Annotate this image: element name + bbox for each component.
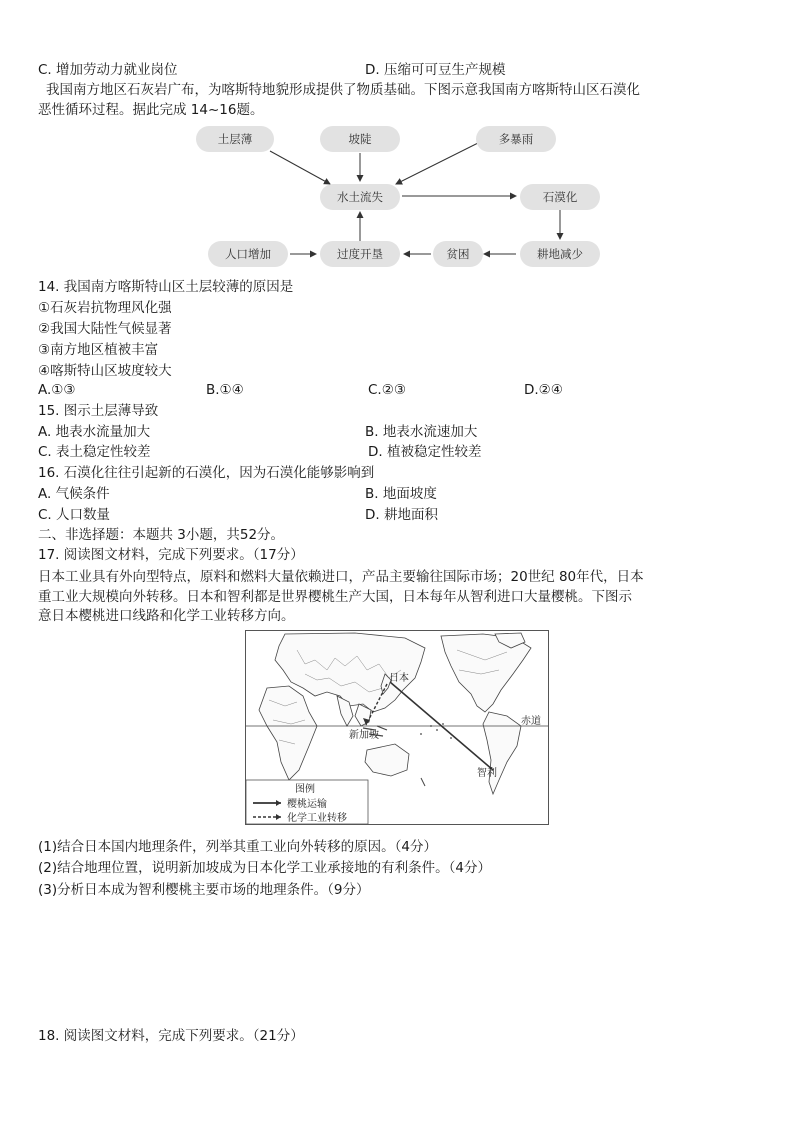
q17-sub-3: (3)分析日本成为智利樱桃主要市场的地理条件。（9分） (38, 882, 370, 898)
q14-item-2: ②我国大陆性气候显著 (38, 321, 172, 337)
intro-line-1: 我国南方地区石灰岩广布，为喀斯特地貌形成提供了物质基础。下图示意我国南方喀斯特山区石漠化 (46, 82, 640, 98)
map-label-japan: 日本 (389, 673, 409, 684)
node-poverty: 贫困 (433, 241, 483, 267)
map-label-chile: 智利 (477, 768, 497, 779)
map-label-singapore: 新加坡 (349, 730, 379, 741)
node-desertification: 石漠化 (520, 184, 600, 210)
node-farmland-decrease: 耕地减少 (520, 241, 600, 267)
q14-item-4: ④喀斯特山区坡度较大 (38, 363, 172, 379)
q17-sub-2: (2)结合地理位置，说明新加坡成为日本化学工业承接地的有利条件。（4分） (38, 860, 491, 876)
world-map (245, 630, 549, 825)
legend-title: 图例 (295, 784, 315, 795)
node-population-growth: 人口增加 (208, 241, 288, 267)
q14-option-b: B.①④ (206, 382, 244, 398)
node-heavy-rain: 多暴雨 (476, 126, 556, 152)
q15-option-c: C. 表土稳定性较差 (38, 444, 151, 460)
q17-material-line-3: 意日本樱桃进口线路和化学工业转移方向。 (38, 608, 295, 624)
q16-option-a: A. 气候条件 (38, 486, 110, 502)
node-steep-slope: 坡陡 (320, 126, 400, 152)
world-map-figure (245, 630, 549, 825)
option-d-prev: D. 压缩可可豆生产规模 (365, 62, 506, 78)
q14-option-a: A.①③ (38, 382, 76, 398)
node-thin-soil: 土层薄 (196, 126, 274, 152)
section-2-heading: 二、非选择题：本题共 3小题，共52分。 (38, 527, 285, 543)
q15-option-d: D. 植被稳定性较差 (368, 444, 482, 460)
node-soil-erosion: 水土流失 (320, 184, 400, 210)
legend-chemical-transfer: 化学工业转移 (287, 813, 347, 824)
map-label-equator: 赤道 (521, 716, 541, 727)
q15-stem: 15. 图示土层薄导致 (38, 403, 159, 419)
q16-option-d: D. 耕地面积 (365, 507, 438, 523)
q15-option-a: A. 地表水流量加大 (38, 424, 151, 440)
q17-material-line-1: 日本工业具有外向型特点，原料和燃料大量依赖进口，产品主要输往国际市场；20世纪 80年代，日本 (38, 569, 644, 585)
q18-stem: 18. 阅读图文材料，完成下列要求。（21分） (38, 1028, 304, 1044)
q16-option-b: B. 地面坡度 (365, 486, 437, 502)
q16-stem: 16. 石漠化往往引起新的石漠化，因为石漠化能够影响到 (38, 465, 375, 481)
q15-option-b: B. 地表水流速加大 (365, 424, 478, 440)
legend-cherry-transport: 樱桃运输 (287, 799, 327, 810)
q17-sub-1: (1)结合日本国内地理条件，列举其重工业向外转移的原因。（4分） (38, 839, 437, 855)
q14-option-d: D.②④ (524, 382, 563, 398)
node-overcultivation: 过度开垦 (320, 241, 400, 267)
q14-stem: 14. 我国南方喀斯特山区土层较薄的原因是 (38, 279, 294, 295)
q14-item-1: ①石灰岩抗物理风化强 (38, 300, 172, 316)
q17-material-line-2: 重工业大规模向外转移。日本和智利都是世界樱桃生产大国，日本每年从智利进口大量樱桃。下图示 (38, 589, 632, 605)
q14-item-3: ③南方地区植被丰富 (38, 342, 159, 358)
desertification-cycle-diagram (0, 0, 793, 280)
q16-option-c: C. 人口数量 (38, 507, 111, 523)
option-c-prev: C. 增加劳动力就业岗位 (38, 62, 178, 78)
q14-option-c: C.②③ (368, 382, 406, 398)
intro-line-2: 恶性循环过程。据此完成 14~16题。 (38, 102, 264, 118)
q17-stem: 17. 阅读图文材料，完成下列要求。（17分） (38, 547, 304, 563)
